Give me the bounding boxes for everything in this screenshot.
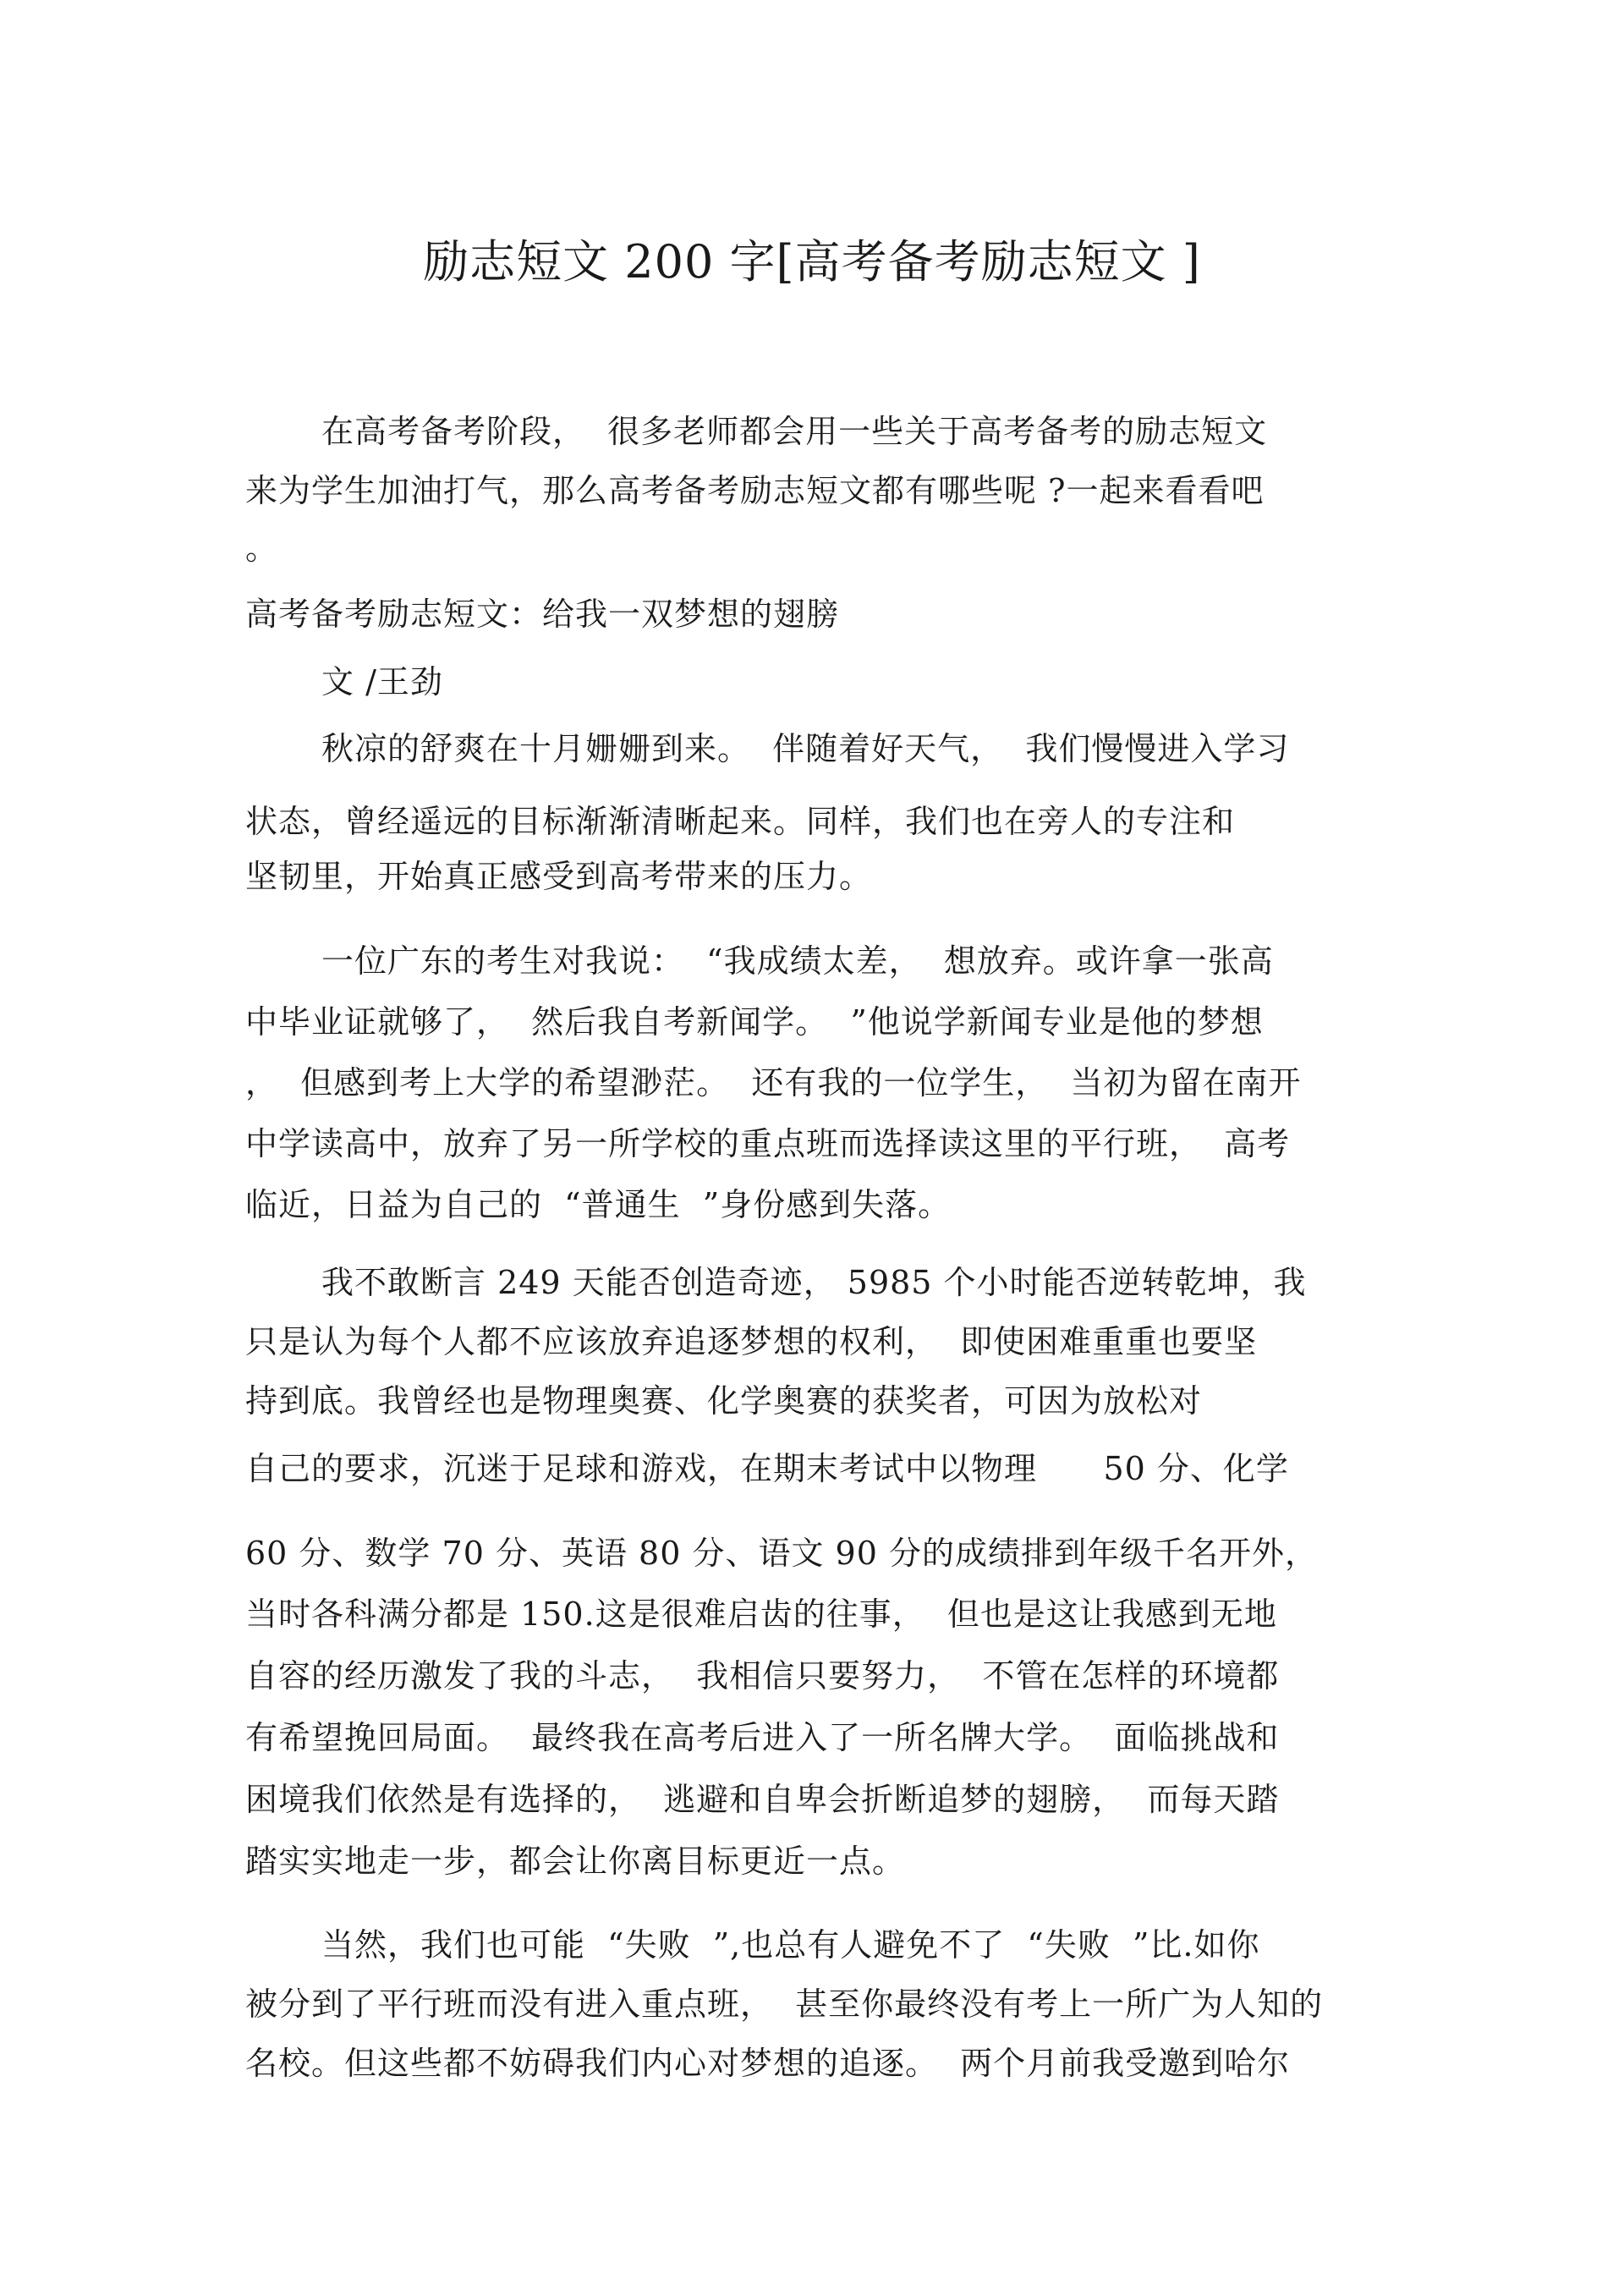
paragraph-line: 秋凉的舒爽在十月姗姗到来。 伴随着好天气， 我们慢慢进入学习	[321, 730, 1290, 767]
section-heading: 高考备考励志短文：给我一双梦想的翅膀	[245, 596, 840, 633]
paragraph-line: 有希望挽回局面。 最终我在高考后进入了一所名牌大学。 面临挑战和	[245, 1719, 1280, 1756]
paragraph-line: 状态，曾经遥远的目标渐渐清晰起来。同样，我们也在旁人的专注和	[245, 803, 1236, 840]
document-title: 励志短文 200 字[高考备考励志短文 ]	[423, 235, 1201, 288]
paragraph-line: 中毕业证就够了， 然后我自考新闻学。 ”他说学新闻专业是他的梦想	[245, 1003, 1264, 1041]
paragraph-line: 临近，日益为自己的 “普通生 ”身份感到失落。	[245, 1186, 952, 1223]
paragraph-line: 当时各科满分都是 150.这是很难启齿的往事， 但也是这让我感到无地	[245, 1596, 1277, 1633]
paragraph-line: 困境我们依然是有选择的， 逃避和自卑会折断追梦的翅膀， 而每天踏	[245, 1781, 1280, 1818]
paragraph-line: 只是认为每个人都不应该放弃追逐梦想的权利， 即使困难重重也要坚	[245, 1323, 1258, 1360]
paragraph-line: 持到底。我曾经也是物理奥赛、化学奥赛的获奖者，可因为放松对	[245, 1382, 1203, 1420]
paragraph-line: 一位广东的考生对我说： “我成绩太差， 想放弃。或许拿一张高	[321, 942, 1274, 980]
paragraph-line: 自容的经历激发了我的斗志， 我相信只要努力， 不管在怎样的环境都	[245, 1657, 1280, 1695]
paragraph-line: 踏实实地走一步，都会让你离目标更近一点。	[245, 1843, 906, 1880]
paragraph-line: 。	[245, 530, 279, 567]
paragraph-line: 被分到了平行班而没有进入重点班， 甚至你最终没有考上一所广为人知的	[245, 1986, 1324, 2023]
paragraph-line: 自己的要求，沉迷于足球和游戏，在期末考试中以物理 50 分、化学	[245, 1450, 1289, 1487]
paragraph-line: 60 分、数学 70 分、英语 80 分、语文 90 分的成绩排到年级千名开外，	[245, 1535, 1318, 1572]
paragraph-line: ， 但感到考上大学的希望渺茫。 还有我的一位学生， 当初为留在南开	[245, 1064, 1302, 1101]
author-line: 文 /王劲	[321, 663, 443, 700]
paragraph-line: 当然，我们也可能 “失败 ”,也总有人避免不了 “失败 ”比.如你	[321, 1926, 1260, 1964]
paragraph-line: 中学读高中，放弃了另一所学校的重点班而选择读这里的平行班， 高考	[245, 1125, 1291, 1162]
paragraph-line: 我不敢断言 249 天能否创造奇迹， 5985 个小时能否逆转乾坤，我	[321, 1264, 1307, 1301]
paragraph-line: 来为学生加油打气，那么高考备考励志短文都有哪些呢 ?一起来看看吧	[245, 472, 1265, 509]
paragraph-line: 坚韧里，开始真正感受到高考带来的压力。	[245, 858, 873, 895]
paragraph-line: 名校。但这些都不妨碍我们内心对梦想的追逐。 两个月前我受邀到哈尔	[245, 2045, 1291, 2082]
paragraph-line: 在高考备考阶段， 很多老师都会用一些关于高考备考的励志短文	[321, 413, 1268, 450]
